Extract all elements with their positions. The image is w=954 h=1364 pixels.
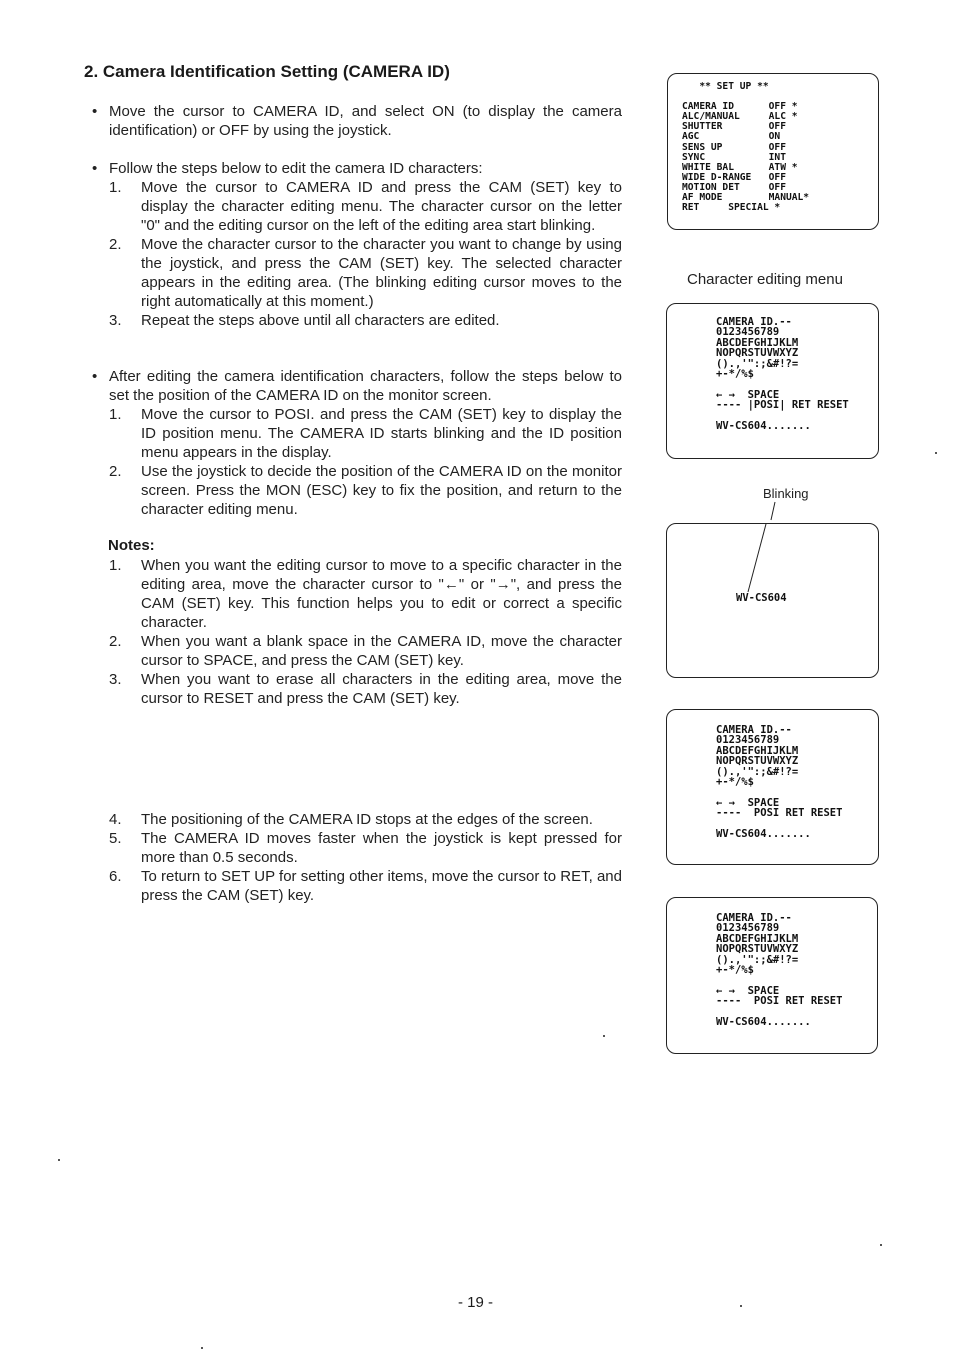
bullet-2-text: Follow the steps below to edit the camera ID characters: [109, 160, 483, 177]
setup-menu-text: ** SET UP ** CAMERA ID OFF * ALC/MANUAL ALC * SHUTTER OFF AGC ON SENS UP OFF SYNC INT WHITE BAL ATW * WIDE D-RANGE OFF MOTION DET OFF AF MODE MANUAL* RET SPECIAL * [682, 81, 810, 214]
scan-speck [201, 1347, 203, 1349]
section-heading: 2. Camera Identification Setting (CAMERA ID) [84, 62, 450, 81]
note-3: When you want to erase all characters in the editing area, move the cursor to RESET and press the CAM (SET) key. [141, 671, 622, 707]
bullet-3: • After editing the camera identification characters, follow the steps below to set the position of the CAMERA ID on the monitor screen. 1. Move the cursor to POSI. and press the CAM (SET) key to display the ID position menu. The CAMERA ID starts blinking and the ID position menu appears in the display. 2. Use the joystick to decide the position of the CAMERA ID on the monitor screen. Press the MON (ESC) key to fix the position, and return to the character editing menu. [92, 368, 622, 518]
bullet-2: • Follow the steps below to edit the camera ID characters: 1. Move the cursor to CAMERA ID and press the CAM (SET) key to display the character editing menu. The character cursor on the letter "0" and the editing cursor on the left of the editing area start blinking. 2. Move the character cursor to the character you want to change by using the joystick, and press the CAM (SET) key. The selected character appears in the editing area. (The blinking editing cursor moves to the right automatically at this moment.) 3. Repeat the steps above until all characters are edited. [92, 160, 622, 329]
note-6-number: 6. [109, 868, 122, 885]
scan-speck [603, 1035, 605, 1037]
char-edit-menu-text-3: CAMERA ID.-- 0123456789 ABCDEFGHIJKLM NOPQRSTUVWXYZ ().,'":;&#!?= +-*/%$ ← → SPACE ---- POSI RET RESET WV-CS604....... [716, 912, 843, 1029]
note-4-number: 4. [109, 811, 122, 828]
bullet-2-step-2: Move the character cursor to the character you want to change by using the joystick, and press the CAM (SET) key. The selected character appears in the editing area. (The blinking editing cursor moves to the right automatically at this moment.) [141, 236, 622, 310]
notes-list-continued [92, 810, 622, 905]
setup-menu-screen [667, 73, 879, 230]
bullet-dot: • [92, 368, 98, 385]
bullet-1 [92, 102, 622, 140]
char-edit-menu-screen-3 [666, 897, 878, 1054]
scan-speck [740, 1305, 742, 1307]
bullet-3-step-1: Move the cursor to POSI. and press the CAM (SET) key to display the ID position menu. The CAMERA ID starts blinking and the ID position menu appears in the display. [141, 406, 622, 461]
scan-speck [880, 1244, 882, 1246]
note-5: The CAMERA ID moves faster when the joystick is kept pressed for more than 0.5 seconds. [141, 830, 622, 866]
bullet-3-step-2: Use the joystick to decide the position of the CAMERA ID on the monitor screen. Press the MON (ESC) key to fix the position, and return to the character editing menu. [141, 463, 622, 518]
notes-title: Notes: [108, 537, 155, 554]
char-menu-caption: Character editing menu [687, 271, 843, 288]
note-1: When you want the editing cursor to move to a specific character in the editing area, move the character cursor to "←" or "→", and press the CAM (SET) key. This function helps you to edit or correct a specific character. [141, 557, 622, 631]
note-5-number: 5. [109, 830, 122, 847]
char-edit-menu-screen-2 [666, 709, 879, 865]
bullet-dot: • [92, 160, 98, 177]
bullet-1-text: Move the cursor to CAMERA ID, and select ON (to display the camera identification) or OFF by using the joystick. [109, 103, 622, 139]
notes-list: 1. When you want the editing cursor to move to a specific character in the editing area, move the character cursor to "←" or "→", and press the CAM (SET) key. This function helps you to edit or correct a specific character. 2. When you want a blank space in the CAMERA ID, move the character cursor to SPACE, and press the CAM (SET) key. 3. When you want to erase all characters in the editing area, move the cursor to RESET and press the CAM (SET) key. [109, 557, 622, 707]
blinking-label: Blinking [763, 486, 809, 501]
note-4: The positioning of the CAMERA ID stops at the edges of the screen. [141, 811, 593, 828]
note-6: To return to SET UP for setting other items, move the cursor to RET, and press the CAM (SET) key. [141, 868, 622, 904]
id-position-screen [666, 523, 879, 678]
note-2: When you want a blank space in the CAMERA ID, move the character cursor to SPACE, and press the CAM (SET) key. [141, 633, 622, 669]
char-edit-menu-screen-1 [666, 303, 879, 459]
scan-speck [935, 452, 937, 454]
bullet-2-step-1: Move the cursor to CAMERA ID and press the CAM (SET) key to display the character editing menu. The character cursor on the letter "0" and the editing cursor on the left of the editing area start blinking. [141, 179, 622, 234]
bullet-2-step-3: Repeat the steps above until all characters are edited. [141, 312, 500, 329]
bullet-3-text: After editing the camera identification characters, follow the steps below to set the position of the CAMERA ID on the monitor screen. [109, 368, 622, 404]
position-camera-id-text: WV-CS604 [736, 592, 787, 604]
scan-speck [58, 1159, 60, 1161]
char-edit-menu-text-1: CAMERA ID.-- 0123456789 ABCDEFGHIJKLM NOPQRSTUVWXYZ ().,'":;&#!?= +-*/%$ ← → SPACE ---- |POSI| RET RESET WV-CS604....... [716, 316, 849, 433]
bullet-dot: • [92, 103, 98, 120]
page-number: - 19 - [458, 1294, 494, 1311]
char-edit-menu-text-2: CAMERA ID.-- 0123456789 ABCDEFGHIJKLM NOPQRSTUVWXYZ ().,'":;&#!?= +-*/%$ ← → SPACE ---- POSI RET RESET WV-CS604....... [716, 724, 843, 841]
